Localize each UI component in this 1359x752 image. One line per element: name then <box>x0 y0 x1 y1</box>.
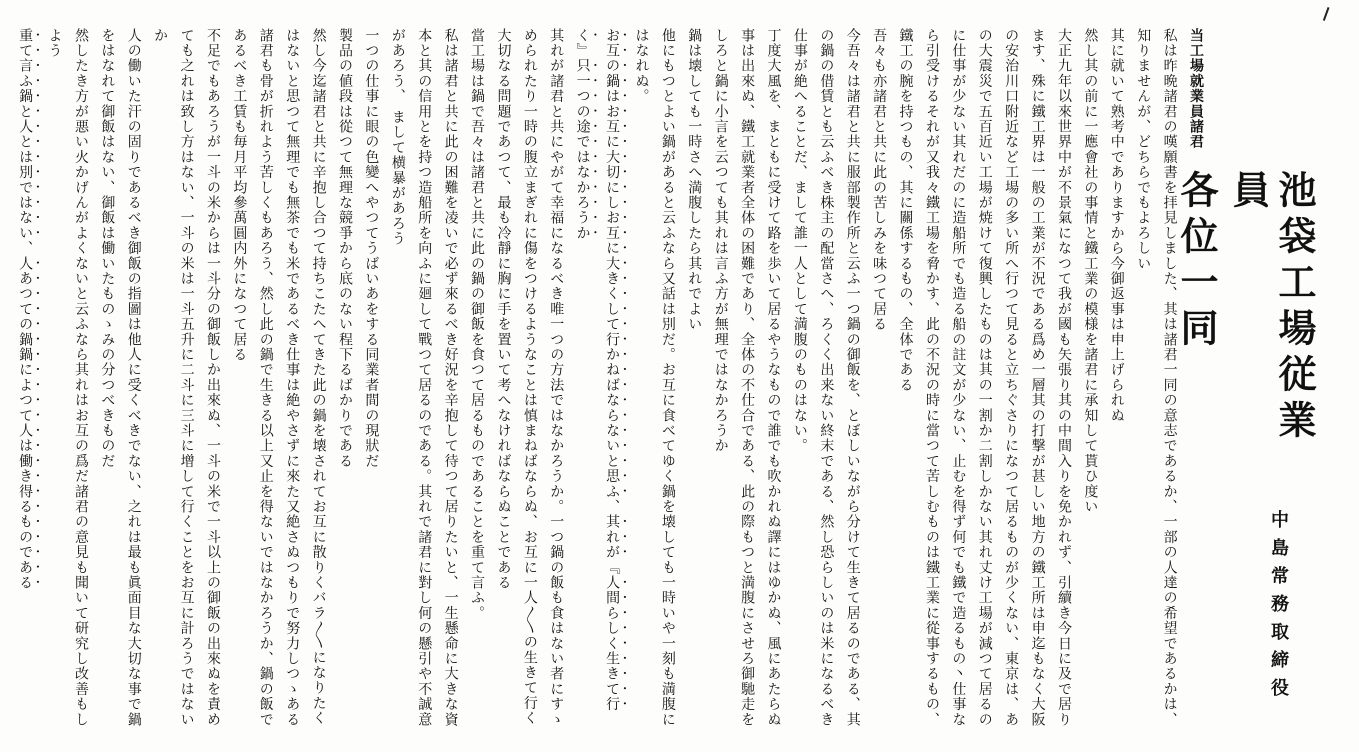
paragraph: 鍋は壊しても一時さへ満腹したら其れでよい <box>686 28 703 332</box>
paragraph: 不足でもあろうが一斗の米からは一斗分の御飯しか出來ぬ、一斗の米で一斗以上の御飯の出來ぬを責めても之れは致し方はない、一斗の米は一斗五升に二斗に三斗に增して行くことをお互に計ろうではないか <box>152 28 221 728</box>
title-line-1: 池袋工場従業員 <box>1226 170 1316 446</box>
paragraph: 當工場は鍋で吾々は諸君と共に此の鍋の御飯を食つて居るものであることを重て言ふ。 <box>469 28 486 621</box>
paragraph-emphasized: お互の鍋はお互に大切にしお互に大きくして行かねばならないと思ふ、其れが『人間らしく生きて行く』只一つの途ではなかろうか <box>574 28 621 712</box>
paragraph: 私は昨晩諸君の嘆願書を拝見しました、其は諸君一同の意志であるか、一部の人達の希望であるかは、知りませんが、どちらでもよろしい <box>1135 28 1178 728</box>
paragraph: 其に就いて熟考中でありますから今御返事は申上げられぬ <box>1108 28 1125 424</box>
paragraph: 製品の値段は從つて無理な競爭から底のない程下るばかりである <box>337 28 353 469</box>
paragraph: 吾々も亦諸君と共に此の苦しみを味つて居る <box>871 28 888 332</box>
paragraph: 他にもつとよい鍋があると云ふなら又話は別だ。お互に食べてゆく鍋を壊しても一時いや一刻も満腹にはなれぬ。 <box>633 28 676 728</box>
paragraph: 一つの仕事に眼の色變へやつてうばいあをする同業者間の現狀だ <box>363 28 380 469</box>
paragraph: 然し其の前に一應會社の事情と鐵工業の模様を諸君に承知して貰ひ度い <box>1082 28 1099 515</box>
paragraph: 大正九年以來世界中が不景氣になつて我が國も矢張り其の中間入りを免かれず、引續き今日に及で居ります、殊に鐵工界は一般の工業が不況である爲め一層其の打撃が甚しい地方の鐵工所は申迄もなく大阪の安治川口附近など工場の多い所へ行つて見ると立ちぐさりになつて居るものが少くない、東京は、あの大震災で五百近い工場が焼けて復興したものは其の一割か二割しかない其れ丈け工場が減つて居るのに仕事が少ない其れだのに造船所でも造る船の註文が少ない、止むを得ず何でも鐵で造るもの丶仕事なら引受けるそれが又我々鐵工場を脅かす、此の不況の時に當つて苦しむものは鐵工業に從事するもの、鐵工の腕を持つもの、其に關係するもの、全体である <box>897 28 1072 728</box>
paragraph: 然したき方が悪い火かげんがよくないと云ふなら其れはお互の爲だ諸君の意見も聞いて研究し改善もしよう <box>46 28 89 728</box>
paragraph: 私は諸君と共に此の困難を凌いで必ず來るべき好況を辛抱して待つて居りたいと、一生懸命に大きな資本と其の信用とを持つ造船所を向ふに廻して戰つて居るのである。其れで諸君に對し何の懸引や不誠意があろう、 まして横暴があろう <box>389 28 459 728</box>
title-line-2: 各位一同 <box>1174 170 1218 354</box>
corner-ink-mark <box>1323 7 1335 23</box>
letter-body <box>14 28 1209 733</box>
paragraph: 人の働いた汗の固りであるべき御飯の指圖は他人に受くべきでない、之れは最も眞面目な大切な事で鍋をはなれて御飯はない、御飯は働いたものゝみの分つべきものだ <box>99 28 142 728</box>
salutation: 当工場就業員諸君 <box>1188 28 1204 150</box>
paragraph-emphasized: 重て言ふ鍋と人とは別ではない、人あつての鍋鍋によつて人は働き得るものである <box>17 28 34 591</box>
paragraph: 諸君も骨が折れよう苦しくもあろう、然し此の鍋で生きる以上又止を得ないではなかろうか、鍋の飯であるべき工賃も毎月平均參萬圓内外になつて居る <box>231 28 274 728</box>
paragraph: 然し今迄諸君と共に辛抱し合つて持ちこたへてきた此の鍋を壊されてお互に散りくバラ〱になりたくはないと思つて無理でも無茶でも米であるべき仕事は絶やさずに來た又絶さぬつもりで努力しつゝある <box>284 28 327 728</box>
paragraph: 今吾々は諸君と共に服部製作所と云ふ一つ鍋の御飯を、とぼしいながら分けて生きて居るのである、其の鍋の借賃とも云ふべき株主の配當さへ、ろくく出来ない終末である、然し恐らしいのは米になるべき仕事が絶へることだ、まして誰一人として満腹のものはない。 <box>791 28 861 728</box>
paragraph: 丁度大風を、まともに受けて路を歩いて居るやうなもので誰でも吹かれぬ譯にはゆかぬ、風にあたらぬ事は出來ぬ、鐵工就業者全体の困難であり、全体の不仕合である、此の際もつと満腹にさせろ御馳走をしろと鍋に小言を云つても其れは言ふ方が無理ではなかろうか <box>712 28 782 728</box>
author-name: 中島常務取締役 <box>1268 510 1289 706</box>
paragraph: 其れが諸君と共にやがて幸福になるべき唯一つの方法ではなかろうか。一つ鍋の飯も食はない者にすゝめられたり一時の腹立まぎれに傷をつけるようなことは慎まねばならぬ、お互に一人〱の生きて行く大切なる問題であつて、最も冷靜に胸に手を置いて考へなければならぬことである <box>495 28 565 728</box>
title-block <box>1174 170 1317 470</box>
